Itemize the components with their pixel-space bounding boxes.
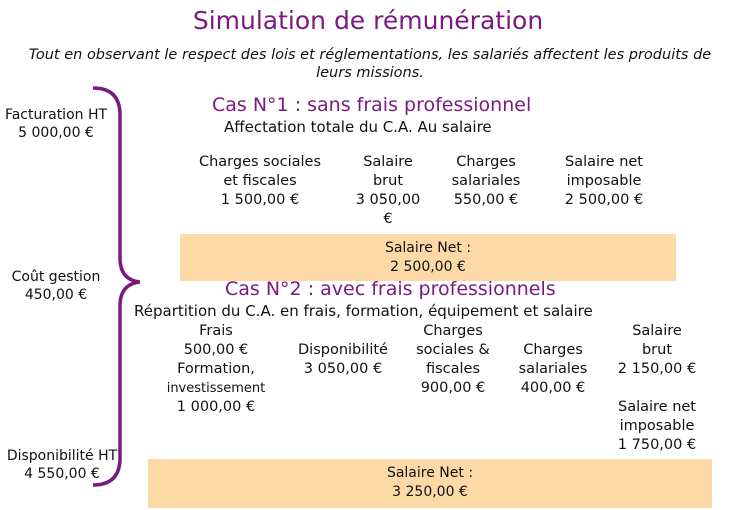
- dispo-value: 4 550,00 €: [24, 466, 100, 482]
- charges-sociales-value: 900,00 €: [420, 380, 486, 396]
- case1-col-label: Salaire: [363, 154, 413, 170]
- charges-sociales-label: Charges: [423, 323, 483, 339]
- case1-col-label: Charges sociales: [198, 154, 321, 170]
- case1-net-value: 2 500,00 €: [390, 259, 466, 275]
- case1-subtitle: Affectation totale du C.A. Au salaire: [224, 118, 492, 136]
- formation-label: Formation,: [177, 361, 255, 377]
- case1-col-label: et fiscales: [223, 173, 297, 189]
- cout-value: 450,00 €: [24, 287, 88, 303]
- disponibilite-value: 3 050,00 €: [303, 361, 383, 377]
- case2-disponibilite: [290, 341, 396, 379]
- cout-label: Coût gestion: [11, 269, 101, 285]
- salaire-brut-label: brut: [641, 342, 673, 358]
- case1-charges-salariales: [440, 153, 532, 210]
- case1-title: Cas N°1 : sans frais professionnel: [212, 94, 532, 116]
- charges-salariales-label: Charges: [523, 342, 583, 358]
- dispo-label: Disponibilité HT: [6, 448, 118, 464]
- case1-col-value: 2 500,00 €: [564, 192, 644, 208]
- case1-net-box: [180, 234, 676, 281]
- charges-salariales-value: 400,00 €: [520, 380, 586, 396]
- case2-frais: [150, 322, 282, 417]
- case1-col-label: Charges: [456, 154, 516, 170]
- investissement-label: investissement: [166, 381, 266, 396]
- facturation-block: [0, 106, 112, 142]
- charges-sociales-label: fiscales: [425, 361, 481, 377]
- page-subtitle: Tout en observant le respect des lois et réglementations, les salariés affectent les produits de leurs missions.: [28, 47, 712, 81]
- case1-col-value: €: [383, 211, 393, 227]
- case2-salaire-net-imposable: [602, 398, 712, 455]
- dispo-block: [0, 447, 124, 483]
- charges-sociales-label: sociales &: [416, 342, 490, 358]
- case1-charges-sociales: [186, 153, 334, 210]
- case2-charges-sociales: [404, 322, 502, 398]
- salaire-brut-label: Salaire: [632, 323, 682, 339]
- case2-net-label: Salaire Net :: [386, 465, 474, 481]
- salaire-brut-value: 2 150,00 €: [617, 361, 697, 377]
- case1-col-label: brut: [372, 173, 404, 189]
- cout-block: [0, 268, 112, 304]
- case1-col-value: 550,00 €: [453, 192, 519, 208]
- case2-subtitle: Répartition du C.A. en frais, formation, équipement et salaire: [134, 302, 593, 320]
- salaire-net-imposable-label: imposable: [619, 418, 695, 434]
- case1-salaire-brut: [342, 153, 434, 229]
- disponibilite-label: Disponibilité: [298, 342, 388, 358]
- salaire-net-imposable-label: Salaire net: [617, 399, 696, 415]
- case2-title: Cas N°2 : avec frais professionnels: [225, 278, 556, 300]
- salaire-net-imposable-value: 1 750,00 €: [617, 437, 697, 453]
- case2-net-box: [148, 459, 712, 508]
- frais-label: Frais: [199, 323, 233, 339]
- case2-net-value: 3 250,00 €: [392, 484, 468, 500]
- case2-salaire-brut: [602, 322, 712, 379]
- case1-net-label: Salaire Net :: [384, 240, 472, 256]
- case1-col-label: salariales: [451, 173, 521, 189]
- case1-salaire-net-imposable: [548, 153, 660, 210]
- brace-icon: [0, 0, 140, 510]
- page-title: Simulation de rémunération: [192, 6, 544, 35]
- case1-col-value: 3 050,00: [355, 192, 421, 208]
- formation-value: 1 000,00 €: [176, 399, 256, 415]
- frais-value: 500,00 €: [183, 342, 249, 358]
- facturation-label: Facturation HT: [4, 107, 108, 123]
- case1-col-value: 1 500,00 €: [220, 192, 300, 208]
- case1-col-label: Salaire net: [564, 154, 643, 170]
- case2-charges-salariales: [508, 341, 598, 398]
- case1-col-label: imposable: [566, 173, 642, 189]
- facturation-value: 5 000,00 €: [18, 125, 94, 141]
- charges-salariales-label: salariales: [518, 361, 588, 377]
